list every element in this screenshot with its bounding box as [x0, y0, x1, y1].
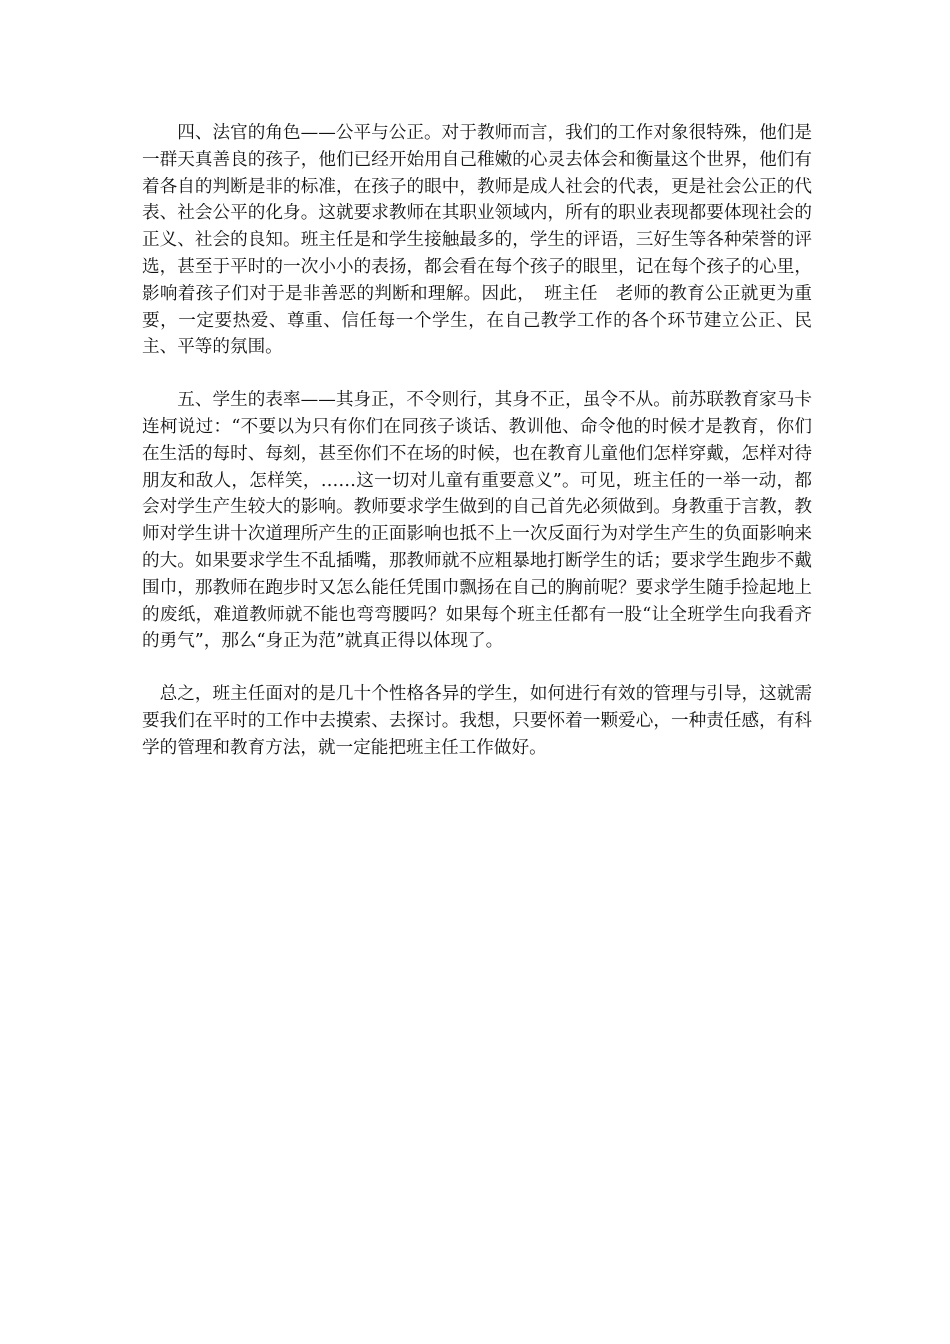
- paragraph-conclusion: 总之，班主任面对的是几十个性格各异的学生，如何进行有效的管理与引导，这就需要我们在平时的工作中去摸索、去探讨。我想，只要怀着一颗爱心，一种责任感，有科学的管理和教育方法，就一定能把班主任工作做好。: [142, 684, 812, 758]
- paragraph-student-model: 五、学生的表率——其身正，不令则行，其身不正，虽令不从。前苏联教育家马卡连柯说过：“不要以为只有你们在同孩子谈话、教训他、命令他的时候才是教育，你们在生活的每时、每刻，甚至你们不在场的时候，也在教育儿童他们怎样穿戴，怎样对待朋友和敌人，怎样笑，……这一切对儿童有重要意义”。可见，班主任的一举一动，都会对学生产生较大的影响。教师要求学生做到的自己首先必须做到。身教重于言教，教师对学生讲十次道理所产生的正面影响也抵不上一次反面行为对学生产生的负面影响来的大。如果要求学生不乱插嘴，那教师就不应粗暴地打断学生的话；要求学生跑步不戴围巾，那教师在跑步时又怎么能任凭围巾飘扬在自己的胸前呢？要求学生随手捡起地上的废纸，难道教师就不能也弯弯腰吗？如果每个班主任都有一股“让全班学生向我看齐的勇气”，那么“身正为范”就真正得以体现了。: [142, 390, 812, 652]
- document-body: [142, 120, 812, 762]
- paragraph-judge-role: 四、法官的角色——公平与公正。对于教师而言，我们的工作对象很特殊，他们是一群天真善良的孩子，他们已经开始用自己稚嫩的心灵去体会和衡量这个世界，他们有着各自的判断是非的标准，在孩子的眼中，教师是成人社会的代表，更是社会公正的代表、社会公平的化身。这就要求教师在其职业领域内，所有的职业表现都要体现社会的正义、社会的良知。班主任是和学生接触最多的，学生的评语，三好生等各种荣誉的评选，甚至于平时的一次小小的表扬，都会看在每个孩子的眼里，记在每个孩子的心里，影响着孩子们对于是非善恶的判断和理解。因此， 班主任 老师的教育公正就更为重要，一定要热爱、尊重、信任每一个学生，在自己教学工作的各个环节建立公正、民主、平等的氛围。: [142, 123, 812, 358]
